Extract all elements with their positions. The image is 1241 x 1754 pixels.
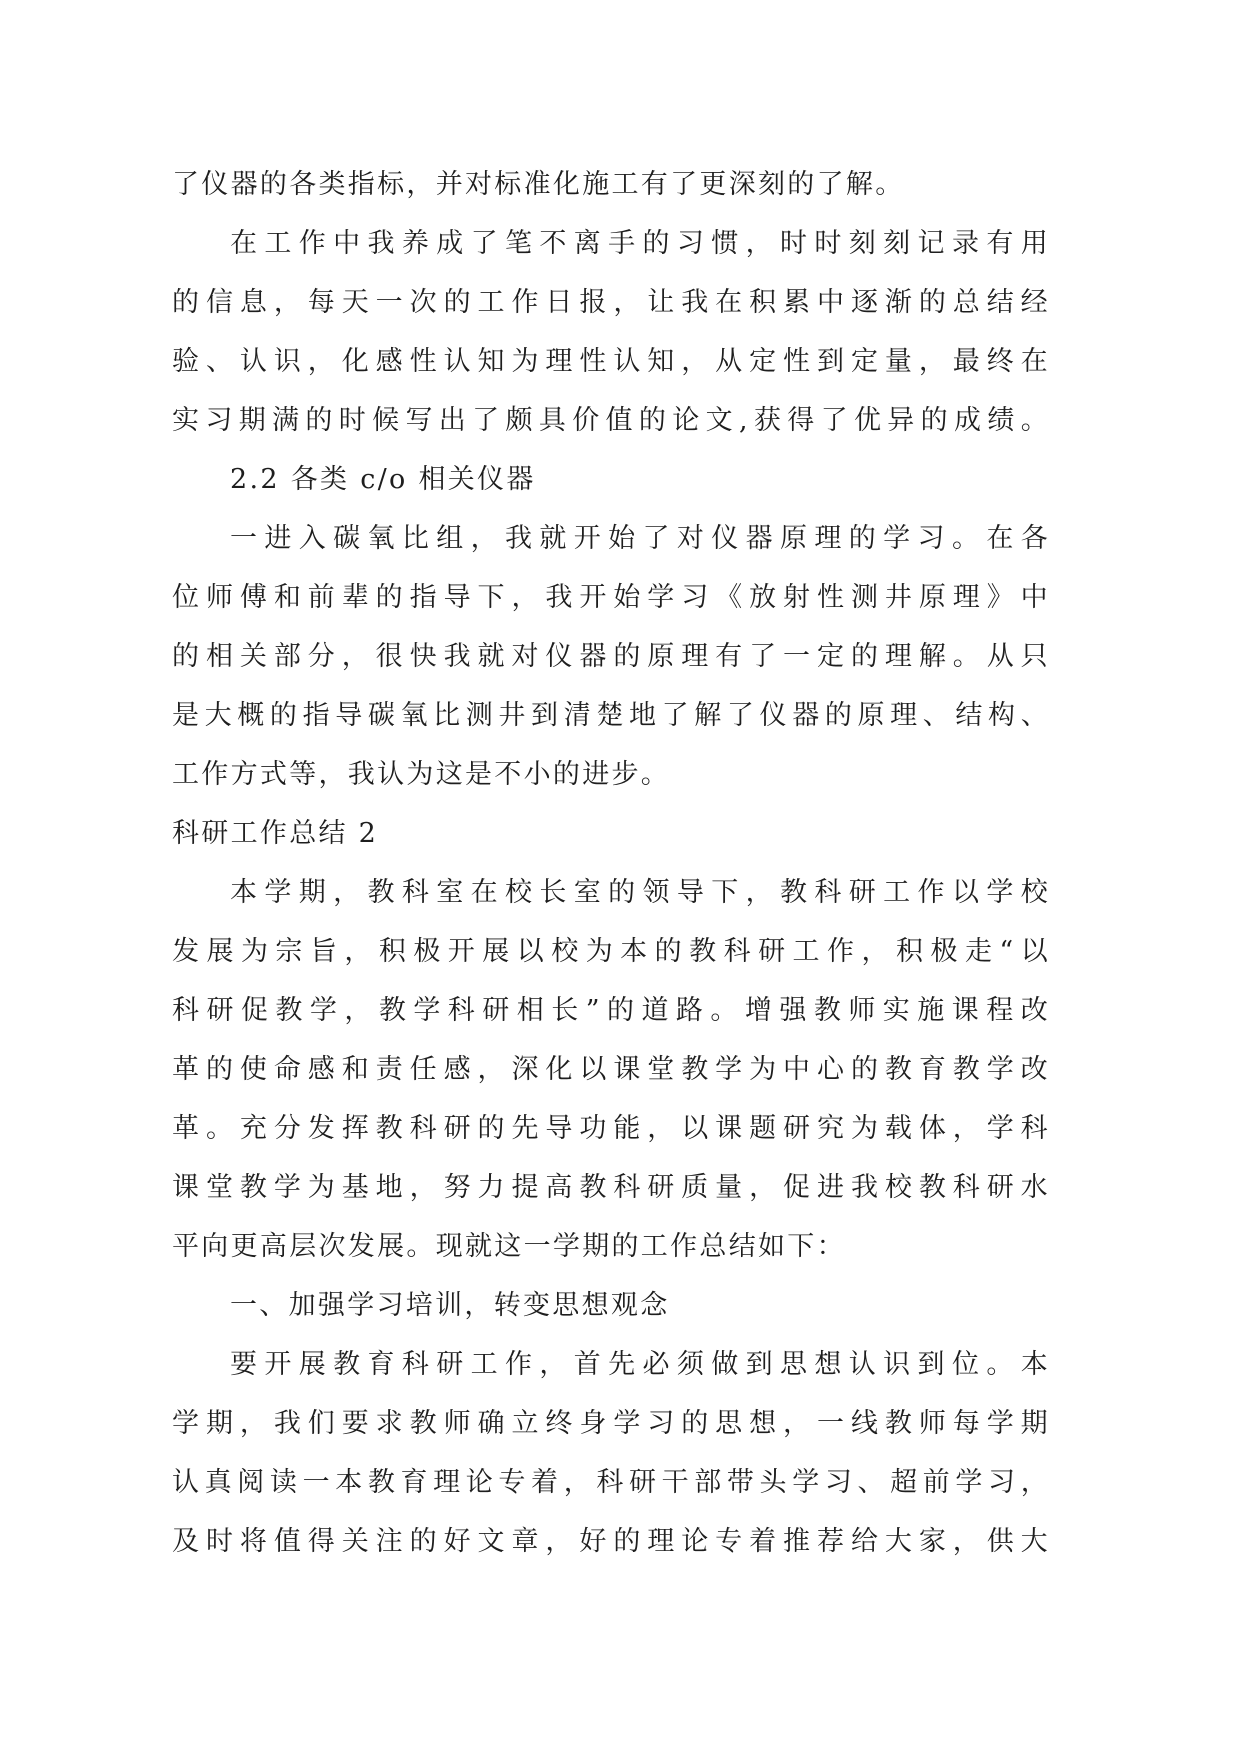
text-line: 课堂教学为基地，努力提高教科研质量，促进我校教科研水	[172, 1172, 1050, 1203]
subsection-heading: 一、加强学习培训，转变思想观念	[230, 1290, 670, 1321]
text-line: 验、认识，化感性认知为理性认知，从定性到定量，最终在	[172, 346, 1050, 377]
text-line: 及时将值得关注的好文章，好的理论专着推荐给大家，供大	[172, 1526, 1050, 1557]
paragraph-first-line: 在工作中我养成了笔不离手的习惯，时时刻刻记录有用	[230, 228, 1050, 259]
text-line: 科研促教学，教学科研相长”的道路。增强教师实施课程改	[172, 995, 1050, 1026]
text-line: 发展为宗旨，积极开展以校为本的教科研工作，积极走“以	[172, 936, 1050, 967]
text-line: 平向更高层次发展。现就这一学期的工作总结如下：	[172, 1231, 846, 1262]
paragraph-first-line: 本学期，教科室在校长室的领导下，教科研工作以学校	[230, 877, 1050, 908]
text-line: 工作方式等，我认为这是不小的进步。	[172, 759, 671, 790]
text-line: 学期，我们要求教师确立终身学习的思想，一线教师每学期	[172, 1408, 1050, 1439]
text-line: 革。充分发挥教科研的先导功能，以课题研究为载体，学科	[172, 1113, 1050, 1144]
paragraph-first-line: 一进入碳氧比组，我就开始了对仪器原理的学习。在各	[230, 523, 1050, 554]
text-line: 是大概的指导碳氧比测井到清楚地了解了仪器的原理、结构、	[172, 700, 1050, 731]
text-line: 革的使命感和责任感，深化以课堂教学为中心的教育教学改	[172, 1054, 1050, 1085]
paragraph-first-line: 要开展教育科研工作，首先必须做到思想认识到位。本	[230, 1349, 1050, 1380]
subsection-heading: 2.2 各类 c/o 相关仪器	[230, 464, 536, 495]
document-body	[172, 155, 1050, 1571]
text-line: 的相关部分，很快我就对仪器的原理有了一定的理解。从只	[172, 641, 1050, 672]
section-title: 科研工作总结 2	[172, 818, 379, 849]
text-line: 实习期满的时候写出了颇具价值的论文,获得了优异的成绩。	[172, 405, 1050, 436]
text-line: 位师傅和前辈的指导下，我开始学习《放射性测井原理》中	[172, 582, 1050, 613]
text-line: 了仪器的各类指标，并对标准化施工有了更深刻的了解。	[172, 169, 905, 200]
text-line: 认真阅读一本教育理论专着，科研干部带头学习、超前学习，	[172, 1467, 1050, 1498]
text-line: 的信息，每天一次的工作日报，让我在积累中逐渐的总结经	[172, 287, 1050, 318]
